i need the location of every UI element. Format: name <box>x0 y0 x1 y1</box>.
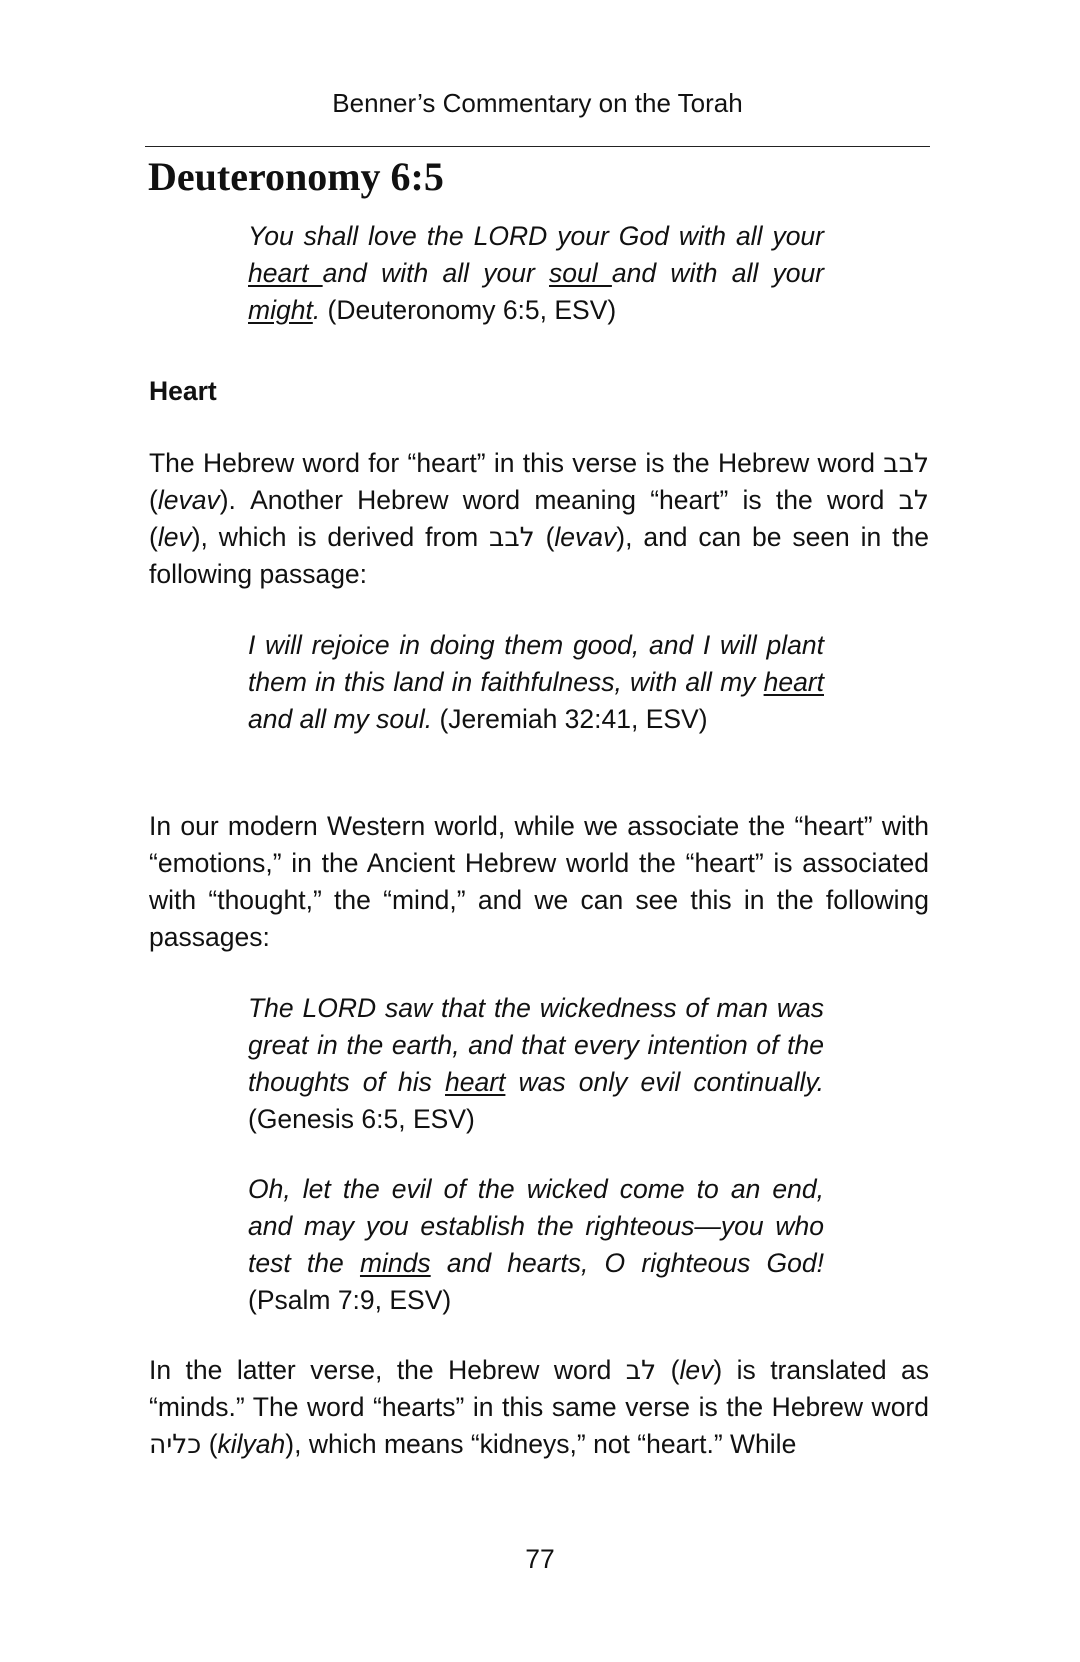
transliteration-kilyah: kilyah <box>217 1429 286 1459</box>
quote-deuteronomy <box>248 218 824 329</box>
transliteration-lev: lev <box>157 522 192 552</box>
running-header: Benner’s Commentary on the Torah <box>332 88 743 118</box>
quote-reference: (Genesis 6:5, ESV) <box>248 1104 475 1134</box>
transliteration-lev: lev <box>679 1355 714 1385</box>
paragraph-text: ( <box>149 522 158 552</box>
paragraph-text: ), which means “kidneys,” not “heart.” While <box>285 1429 797 1459</box>
quote-reference: (Psalm 7:9, ESV) <box>248 1285 452 1315</box>
page-number: 77 <box>525 1544 555 1574</box>
body-paragraph-3 <box>149 1352 929 1463</box>
quote-text: and all my soul. <box>248 704 433 734</box>
header-rule <box>145 146 930 147</box>
quote-text: I will rejoice in doing them good, and I will plant them in this land in faithfulness, with all my <box>248 630 824 697</box>
transliteration-levav: levav <box>554 522 617 552</box>
paragraph-text: ) is translated as “minds.” The word “hearts” in this same verse is the Hebrew word <box>149 1355 930 1422</box>
hebrew-word-lev: לב <box>625 1355 657 1386</box>
paragraph-text: In the latter verse, the Hebrew word <box>149 1355 626 1385</box>
quote-text: and with all your <box>611 258 825 288</box>
underlined-word-heart: heart <box>445 1067 506 1097</box>
chapter-title: Deuteronomy 6:5 <box>148 154 444 199</box>
quote-text: Oh, let the evil of the wicked come to an end, and may you establish the righteous—you who test the <box>248 1174 824 1278</box>
paragraph-text: ( <box>656 1355 680 1385</box>
quote-reference: (Jeremiah 32:41, ESV) <box>432 704 708 734</box>
hebrew-word-lev: לב <box>898 485 929 516</box>
body-paragraph-2: In our modern Western world, while we associate the “heart” with “emotions,” in the Ancient Hebrew world the “heart” is associated with “thought,” the “mind,” and we can see this in the following passages: <box>149 811 929 952</box>
transliteration-levav: levav <box>157 485 220 515</box>
underlined-word-heart: heart <box>763 667 824 697</box>
underlined-word-soul: soul <box>549 258 612 288</box>
quote-text: and hearts, O righteous God! <box>430 1248 824 1278</box>
body-paragraph-1 <box>149 445 929 593</box>
quote-text: You shall love the LORD your God with all your <box>248 221 824 251</box>
paragraph-text: ), which is derived from <box>191 522 490 552</box>
hebrew-word-levav: לבב <box>489 522 535 553</box>
paragraph-text: ( <box>201 1429 218 1459</box>
hebrew-word-kilyah: כליה <box>149 1429 202 1460</box>
quote-text: was only evil continually. <box>505 1067 824 1097</box>
paragraph-text: ). Another Hebrew word meaning “heart” is the word <box>219 485 899 515</box>
quote-reference: (Deuteronomy 6:5, ESV) <box>320 295 617 325</box>
hebrew-word-levav: לבב <box>883 448 929 479</box>
quote-genesis <box>248 990 824 1138</box>
quote-psalm <box>248 1171 824 1319</box>
underlined-word-minds: minds <box>359 1248 431 1278</box>
quote-text: . <box>312 295 321 325</box>
paragraph-text: ), and can be seen in the following passage: <box>149 522 929 589</box>
section-heading: Heart <box>149 376 217 406</box>
quote-text: The LORD saw that the wickedness of man was great in the earth, and that every intention of the thoughts of his <box>248 993 824 1097</box>
paragraph-text: ( <box>149 485 158 515</box>
paragraph-text: ( <box>534 522 555 552</box>
underlined-word-heart: heart <box>248 258 323 288</box>
quote-text: and with all your <box>322 258 550 288</box>
quote-jeremiah <box>248 627 824 738</box>
underlined-word-might: might <box>248 295 313 325</box>
paragraph-text: The Hebrew word for “heart” in this verse is the Hebrew word <box>149 448 884 478</box>
